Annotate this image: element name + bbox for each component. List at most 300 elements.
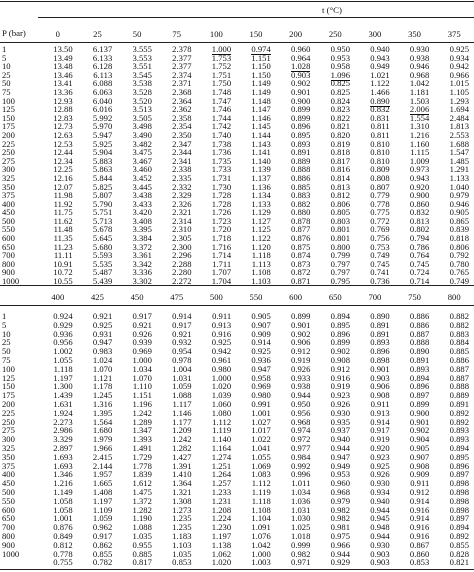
value-text: 1.133 [449, 172, 469, 183]
value-text: 1.110 [132, 381, 152, 392]
value-text: 0.958 [330, 61, 350, 72]
value-text: 12.83 [53, 112, 73, 123]
value-text: 1.103 [172, 539, 192, 550]
value-text: 0.948 [370, 522, 390, 533]
value-text: 3.538 [132, 78, 152, 89]
value-text: 5.992 [92, 112, 113, 123]
value-text: 0.819 [330, 138, 350, 149]
value-text: 0.853 [172, 557, 192, 568]
value-text: 0.873 [291, 258, 311, 269]
value-text: 1.393 [132, 434, 152, 445]
value-text: 2.326 [172, 198, 192, 209]
value-cell [236, 558, 276, 567]
value-text: 0.953 [330, 52, 350, 63]
value-text: 0.741 [370, 267, 390, 278]
value-text: 1.000 [251, 548, 271, 559]
value-text: 0.937 [330, 425, 350, 436]
pressure-cell: 350 [2, 451, 15, 462]
value-text: 0.905 [409, 443, 430, 454]
value-text: 5.439 [92, 276, 113, 287]
value-text: 0.806 [330, 198, 350, 209]
pressure-cell: 500 [2, 215, 15, 226]
value-text: 1.041 [251, 443, 271, 454]
value-text: 3.336 [132, 267, 152, 278]
value-text: 0.893 [449, 425, 469, 436]
value-text: 0.901 [409, 416, 430, 427]
value-text: 2.338 [172, 164, 192, 175]
pressure-cell: 150 [2, 112, 15, 123]
pressure-cell: 50 [2, 346, 11, 357]
value-text: 1.030 [291, 513, 311, 524]
value-text: 0.888 [449, 381, 469, 392]
value-text: 0.936 [251, 355, 271, 366]
value-text: 6.088 [92, 78, 113, 89]
value-text: 1.112 [212, 416, 232, 427]
value-text: 1.197 [211, 531, 232, 542]
value-text: 10.55 [53, 276, 73, 287]
pressure-cell: 75 [2, 355, 11, 366]
value-text: 1.282 [132, 504, 152, 515]
value-cell [395, 558, 435, 567]
value-text: 0.964 [291, 52, 311, 63]
value-text: 12.07 [53, 181, 73, 192]
value-text: 0.814 [330, 172, 350, 183]
column-header: 75 [172, 29, 182, 39]
value-text: 0.982 [330, 513, 350, 524]
value-text: 0.897 [409, 390, 430, 401]
value-text: 0.853 [409, 557, 430, 568]
pressure-cell: 325 [2, 443, 15, 454]
value-text: 0.917 [132, 311, 152, 322]
value-text: 0.947 [92, 337, 113, 348]
value-text: 0.947 [251, 363, 271, 374]
value-text: 3.433 [132, 198, 152, 209]
value-text: 0.925 [449, 44, 469, 54]
value-text: 2.296 [172, 250, 192, 261]
value-text: 1.293 [449, 95, 469, 106]
value-text: 0.749 [370, 250, 390, 261]
pressure-cell: 75 [2, 86, 11, 97]
pressure-cell: 5 [2, 319, 7, 330]
pressure-cell: 25 [2, 69, 11, 80]
value-text: 0.828 [449, 548, 469, 559]
value-text: 0.909 [251, 328, 271, 339]
value-text: 0.898 [449, 495, 469, 506]
value-text: 0.972 [291, 434, 311, 445]
pressure-cell: 450 [2, 478, 15, 489]
pressure-cell: 125 [2, 372, 15, 383]
value-text: 0.886 [409, 311, 430, 322]
value-text: 0.810 [370, 155, 390, 166]
column-header: 300 [368, 29, 382, 39]
value-text: 1.346 [53, 469, 73, 480]
value-text: 1.924 [53, 407, 73, 418]
value-text: 1.439 [53, 390, 73, 401]
value-text: 0.893 [409, 363, 430, 374]
value-text: 1.164 [211, 443, 232, 454]
value-text: 0.909 [409, 469, 430, 480]
value-text: 1.751 [211, 69, 232, 80]
value-text: 0.887 [409, 328, 430, 339]
value-text: 0.772 [370, 215, 390, 226]
value-text: 0.914 [251, 337, 271, 348]
value-text: 1.120 [251, 241, 271, 252]
value-text: 0.908 [409, 460, 430, 471]
value-text: 0.822 [330, 112, 350, 123]
value-text: 1.031 [291, 504, 311, 515]
value-text: 0.914 [409, 513, 430, 524]
value-text: 5.790 [92, 198, 113, 209]
value-text: 0.943 [409, 172, 430, 183]
column-header: 25 [93, 29, 102, 39]
value-cell [276, 558, 316, 567]
value-text: 2.280 [172, 267, 192, 278]
value-text: 0.801 [330, 224, 350, 235]
value-text: 0.901 [291, 319, 311, 330]
value-text: 0.898 [370, 355, 390, 366]
value-text: 2.377 [172, 52, 192, 63]
pressure-cell [0, 558, 38, 567]
value-text: 1.177 [172, 416, 192, 427]
value-text: 1.028 [291, 61, 311, 72]
value-text: 0.816 [330, 164, 350, 175]
value-text: 3.329 [53, 434, 73, 445]
pressure-cell: 50 [2, 78, 11, 89]
value-text: 1.017 [251, 425, 271, 436]
value-text: 3.420 [132, 207, 152, 218]
pressure-cell: 500 [2, 487, 15, 498]
value-text: 6.137 [92, 44, 113, 54]
value-cell [315, 558, 355, 567]
value-text: 12.53 [53, 138, 73, 149]
value-text: 1.121 [92, 372, 113, 383]
value-text: 0.894 [449, 522, 469, 533]
value-text: 2.300 [172, 241, 192, 252]
value-text: 0.947 [330, 451, 350, 462]
value-text: 0.714 [409, 276, 430, 287]
value-text: 1.300 [53, 381, 73, 392]
value-text: 1.680 [92, 425, 113, 436]
column-header: 600 [289, 292, 303, 302]
value-cell [38, 558, 78, 567]
value-text: 0.960 [291, 44, 311, 54]
value-text: 1.009 [409, 155, 430, 166]
bottom-data-table [0, 312, 474, 567]
value-text: 0.865 [449, 215, 469, 226]
value-text: 0.902 [330, 346, 350, 357]
value-text: 0.886 [291, 172, 311, 183]
value-text: 3.445 [132, 181, 152, 192]
value-text: 0.769 [370, 224, 390, 235]
value-text: 0.897 [449, 513, 469, 524]
value-text: 0.753 [370, 241, 390, 252]
value-text: 0.921 [132, 319, 152, 330]
value-text: 2.305 [172, 233, 192, 244]
value-text: 0.912 [409, 487, 430, 498]
value-text: 0.807 [370, 181, 390, 192]
column-header: 425 [90, 292, 104, 302]
value-text: 0.999 [291, 539, 311, 550]
pressure-cell: 200 [2, 129, 15, 140]
value-text: 2.272 [172, 276, 192, 287]
value-text: 1.979 [92, 434, 113, 445]
value-text: 0.749 [449, 276, 469, 287]
value-text: 0.794 [409, 233, 430, 244]
value-text: 1.183 [172, 531, 192, 542]
value-text: 0.982 [330, 504, 350, 515]
value-text: 5.844 [92, 172, 113, 183]
value-text: 0.926 [330, 399, 350, 410]
value-text: 0.825 [330, 78, 350, 89]
value-text: 1.042 [409, 78, 430, 89]
value-text: 3.452 [132, 172, 152, 183]
value-text: 0.797 [330, 258, 350, 269]
value-text: 3.520 [132, 95, 152, 106]
value-text: 0.799 [330, 250, 350, 261]
value-text: 5.487 [92, 267, 113, 278]
value-text: 5.970 [92, 121, 113, 132]
value-text: 6.040 [92, 95, 113, 106]
value-text: 0.778 [53, 548, 73, 559]
value-text: 0.875 [291, 241, 311, 252]
value-text: 1.839 [132, 469, 152, 480]
value-text: 1.730 [211, 181, 232, 192]
value-text: 1.150 [251, 69, 271, 80]
value-text: 0.946 [409, 61, 430, 72]
value-text: 0.892 [449, 407, 469, 418]
value-text: 0.991 [251, 399, 271, 410]
value-text: 0.884 [449, 337, 469, 348]
value-text: 0.969 [132, 346, 152, 357]
value-text: 3.372 [132, 241, 152, 252]
value-text: 0.956 [291, 407, 311, 418]
value-text: 1.209 [172, 425, 192, 436]
value-text: 1.141 [251, 147, 271, 158]
value-text: 1.733 [211, 164, 232, 175]
value-text: 0.888 [291, 164, 311, 175]
value-text: 0.914 [172, 311, 192, 322]
value-text: 6.016 [92, 104, 113, 115]
value-text: 1.137 [251, 172, 271, 183]
value-text: 0.914 [409, 495, 430, 506]
value-text: 1.491 [132, 443, 152, 454]
value-text: 1.146 [172, 407, 192, 418]
value-text: 0.810 [370, 147, 390, 158]
value-text: 0.955 [132, 539, 152, 550]
value-text: 0.899 [330, 337, 350, 348]
temperature-axis-label: t (°C) [322, 5, 342, 15]
top-rule [0, 1, 474, 2]
value-text: 1.718 [211, 233, 232, 244]
value-text: 0.933 [291, 372, 311, 383]
value-text: 1.408 [92, 487, 113, 498]
value-text: 0.916 [409, 522, 430, 533]
value-text: 0.911 [410, 478, 430, 489]
value-text: 0.925 [251, 346, 271, 357]
value-text: 0.892 [449, 531, 469, 542]
bottom-header-rule [0, 305, 474, 306]
value-text: 1.122 [370, 78, 390, 89]
value-text: 2.415 [92, 451, 113, 462]
value-text: 1.813 [449, 121, 469, 132]
value-text: 0.876 [291, 233, 311, 244]
value-text: 11.35 [53, 233, 73, 244]
value-text: 0.887 [449, 363, 469, 374]
value-text: 1.235 [172, 513, 192, 524]
value-text: 1.001 [53, 513, 73, 524]
value-text: 1.148 [251, 95, 271, 106]
value-text: 0.889 [449, 390, 469, 401]
value-text: 1.752 [211, 61, 232, 72]
value-text: 1.728 [211, 190, 232, 201]
value-text: 0.891 [409, 355, 430, 366]
value-text: 1.149 [251, 86, 271, 97]
pressure-cell: 550 [2, 495, 15, 506]
value-text: 3.384 [132, 233, 152, 244]
value-text: 0.808 [370, 172, 390, 183]
value-text: 3.361 [132, 250, 152, 261]
column-header: 800 [447, 292, 461, 302]
value-text: 1.735 [211, 155, 232, 166]
value-text: 1.612 [132, 478, 152, 489]
value-text: 1.115 [410, 147, 430, 158]
value-text: 0.806 [449, 241, 469, 252]
value-text: 1.058 [53, 495, 73, 506]
value-text: 5.807 [92, 190, 113, 201]
value-text: 1.088 [132, 522, 152, 533]
value-text: 2.273 [53, 416, 73, 427]
value-text: 0.902 [409, 425, 430, 436]
value-text: 0.949 [370, 61, 390, 72]
value-text: 1.738 [211, 138, 232, 149]
value-text: 1.109 [92, 504, 113, 515]
value-text: 1.143 [251, 138, 271, 149]
value-text: 0.899 [291, 112, 311, 123]
value-text: 0.905 [251, 311, 271, 322]
value-text: 1.748 [211, 86, 232, 97]
value-text: 2.332 [172, 181, 192, 192]
pressure-cell: 225 [2, 407, 15, 418]
value-text: 0.968 [330, 487, 350, 498]
value-text: 3.528 [132, 86, 152, 97]
value-text: 11.11 [53, 250, 73, 261]
value-text: 1.105 [449, 86, 469, 97]
value-text: 0.968 [409, 69, 430, 80]
value-text: 1.475 [132, 487, 152, 498]
value-text: 0.895 [449, 451, 469, 462]
value-cell [355, 558, 395, 567]
value-text: 1.750 [211, 78, 232, 89]
value-text: 1.144 [251, 129, 271, 140]
value-text: 0.832 [370, 104, 390, 115]
value-text: 0.942 [449, 61, 469, 72]
value-text: 0.982 [291, 548, 311, 559]
value-text: 1.230 [211, 522, 232, 533]
value-text: 1.778 [132, 460, 152, 471]
value-text: 1.149 [251, 78, 271, 89]
value-text: 0.981 [330, 522, 350, 533]
value-text: 0.996 [291, 469, 311, 480]
value-text: 0.902 [291, 78, 311, 89]
value-text: 0.897 [449, 469, 469, 480]
value-text: 0.940 [370, 495, 390, 506]
value-text: 1.224 [211, 513, 232, 524]
value-text: 13.49 [53, 52, 73, 63]
value-text: 2.371 [172, 78, 192, 89]
value-text: 1.693 [53, 451, 73, 462]
value-text: 1.466 [370, 86, 390, 97]
value-text: 0.792 [449, 250, 469, 261]
value-text: 3.545 [132, 69, 152, 80]
value-text: 1.055 [251, 451, 271, 462]
value-text: 0.894 [409, 372, 430, 383]
value-text: 3.438 [132, 190, 152, 201]
value-text: 0.980 [251, 390, 271, 401]
value-text: 1.714 [211, 250, 232, 261]
value-text: 2.377 [172, 61, 192, 72]
value-text: 2.341 [172, 155, 192, 166]
value-text: 1.257 [211, 478, 232, 489]
value-text: 1.631 [53, 399, 73, 410]
value-text: 0.745 [409, 258, 430, 269]
pressure-cell: 200 [2, 399, 15, 410]
value-text: 0.813 [409, 215, 430, 226]
value-text: 3.513 [132, 104, 152, 115]
value-text: 0.883 [291, 190, 311, 201]
value-text: 0.916 [211, 328, 232, 339]
value-text: 2.144 [92, 460, 113, 471]
value-text: 0.903 [291, 69, 311, 80]
value-text: 0.860 [409, 198, 430, 209]
value-text: 1.554 [409, 112, 430, 123]
value-text: 1.025 [291, 522, 311, 533]
value-text: 0.944 [291, 390, 311, 401]
value-text: 0.908 [330, 355, 350, 366]
value-text: 1.485 [449, 155, 469, 166]
value-text: 0.882 [449, 311, 469, 322]
pressure-cell: 1 [2, 311, 7, 322]
value-text: 0.913 [211, 319, 232, 330]
value-text: 1.034 [291, 487, 311, 498]
value-text: 1.728 [211, 198, 232, 209]
pressure-cell: 250 [2, 416, 15, 427]
value-cell [197, 558, 237, 567]
value-text: 13.36 [53, 86, 73, 97]
value-text: 1.127 [251, 215, 271, 226]
value-text: 2.897 [53, 443, 73, 454]
value-text: 1.196 [132, 399, 152, 410]
value-text: 0.862 [92, 539, 113, 550]
value-text: 2.329 [172, 190, 192, 201]
value-text: 1.694 [449, 104, 469, 115]
value-text: 0.916 [409, 531, 430, 542]
value-text: 0.961 [211, 355, 232, 366]
value-text: 1.665 [92, 478, 113, 489]
value-text: 0.891 [370, 319, 390, 330]
value-text: 5.645 [92, 233, 113, 244]
value-text: 0.780 [449, 258, 469, 269]
value-text: 1.208 [211, 504, 232, 515]
value-text: 0.832 [409, 207, 430, 218]
value-text: 0.764 [409, 250, 430, 261]
value-text: 5.751 [92, 207, 113, 218]
value-text: 0.831 [370, 112, 390, 123]
value-text: 0.943 [370, 52, 390, 63]
value-text: 1.055 [53, 355, 73, 366]
value-text: 1.242 [172, 434, 192, 445]
value-text: 1.242 [132, 407, 152, 418]
value-text: 3.490 [132, 129, 152, 140]
